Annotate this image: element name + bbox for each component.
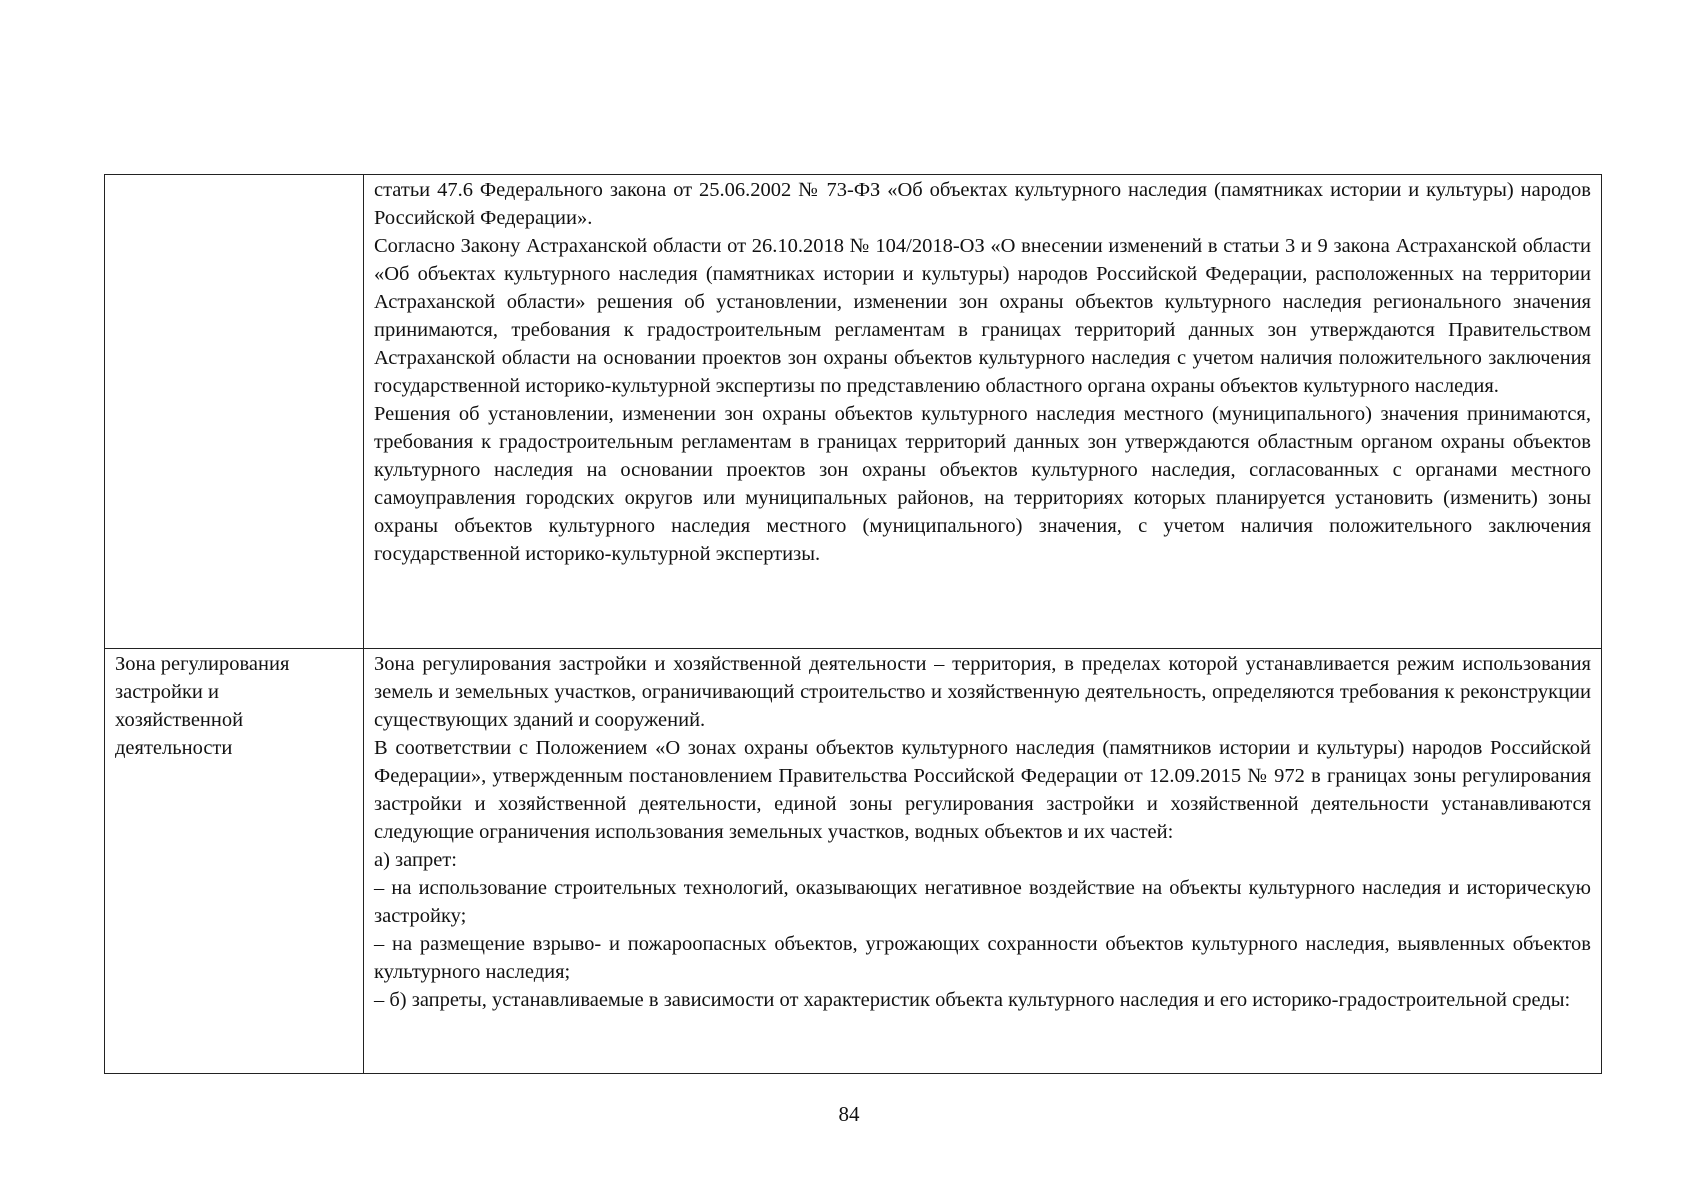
zone-label-cell	[105, 175, 364, 649]
table-row	[105, 175, 1602, 649]
zone-label-cell: Зона регулирования застройки и хозяйственной деятельности	[105, 649, 364, 1074]
zones-table	[104, 174, 1602, 1074]
paragraph: Согласно Закону Астраханской области от 26.10.2018 № 104/2018-ОЗ «О внесении изменений в статьи 3 и 9 закона Астраханской области «Об объектах культурного наследия (памятниках истории и культуры) народов Российской Федерации, расположенных на территории Астраханской области» решения об установлении, изменении зон охраны объектов культурного наследия регионального значения принимаются, требования к градостроительным регламентам в границах территорий данных зон утверждаются Правительством Астраханской области на основании проектов зон охраны объектов культурного наследия с учетом наличия положительного заключения государственной историко-культурной экспертизы по представлению областного органа охраны объектов культурного наследия.	[374, 235, 1591, 397]
paragraph: статьи 47.6 Федерального закона от 25.06.2002 № 73-ФЗ «Об объектах культурного наследия (памятниках истории и культуры) народов Российской Федерации».	[374, 179, 1591, 229]
list-item: – б) запреты, устанавливаемые в зависимости от характеристик объекта культурного наследия и его историко-градостроительной среды:	[374, 989, 1571, 1011]
list-item: – на размещение взрыво- и пожароопасных объектов, угрожающих сохранности объектов культурного наследия, выявленных объектов культурного наследия;	[374, 933, 1591, 983]
zone-description-cell	[364, 175, 1602, 649]
page-number: 84	[838, 1102, 860, 1126]
list-item: – на использование строительных технологий, оказывающих негативное воздействие на объекты культурного наследия и историческую застройку;	[374, 877, 1591, 927]
list-item: а) запрет:	[374, 849, 457, 871]
paragraph: В соответствии с Положением «О зонах охраны объектов культурного наследия (памятников истории и культуры) народов Российской Федерации», утвержденным постановлением Правительства Российской Федерации от 12.09.2015 № 972 в границах зоны регулирования застройки и хозяйственной деятельности, единой зоны регулирования застройки и хозяйственной деятельности устанавливаются следующие ограничения использования земельных участков, водных объектов и их частей:	[374, 737, 1591, 843]
zone-description-cell	[364, 649, 1602, 1074]
table-row	[105, 649, 1602, 1074]
paragraph: Зона регулирования застройки и хозяйственной деятельности – территория, в пределах которой устанавливается режим использования земель и земельных участков, ограничивающий строительство и хозяйственную деятельность, определяются требования к реконструкции существующих зданий и сооружений.	[374, 653, 1591, 731]
paragraph: Решения об установлении, изменении зон охраны объектов культурного наследия местного (муниципального) значения принимаются, требования к градостроительным регламентам в границах территорий данных зон утверждаются областным органом охраны объектов культурного наследия на основании проектов зон охраны объектов культурного наследия, согласованных с органами местного самоуправления городских округов или муниципальных районов, на территориях которых планируется установить (изменить) зоны охраны объектов культурного наследия местного (муниципального) значения, с учетом наличия положительного заключения государственной историко-культурной экспертизы.	[374, 403, 1591, 565]
